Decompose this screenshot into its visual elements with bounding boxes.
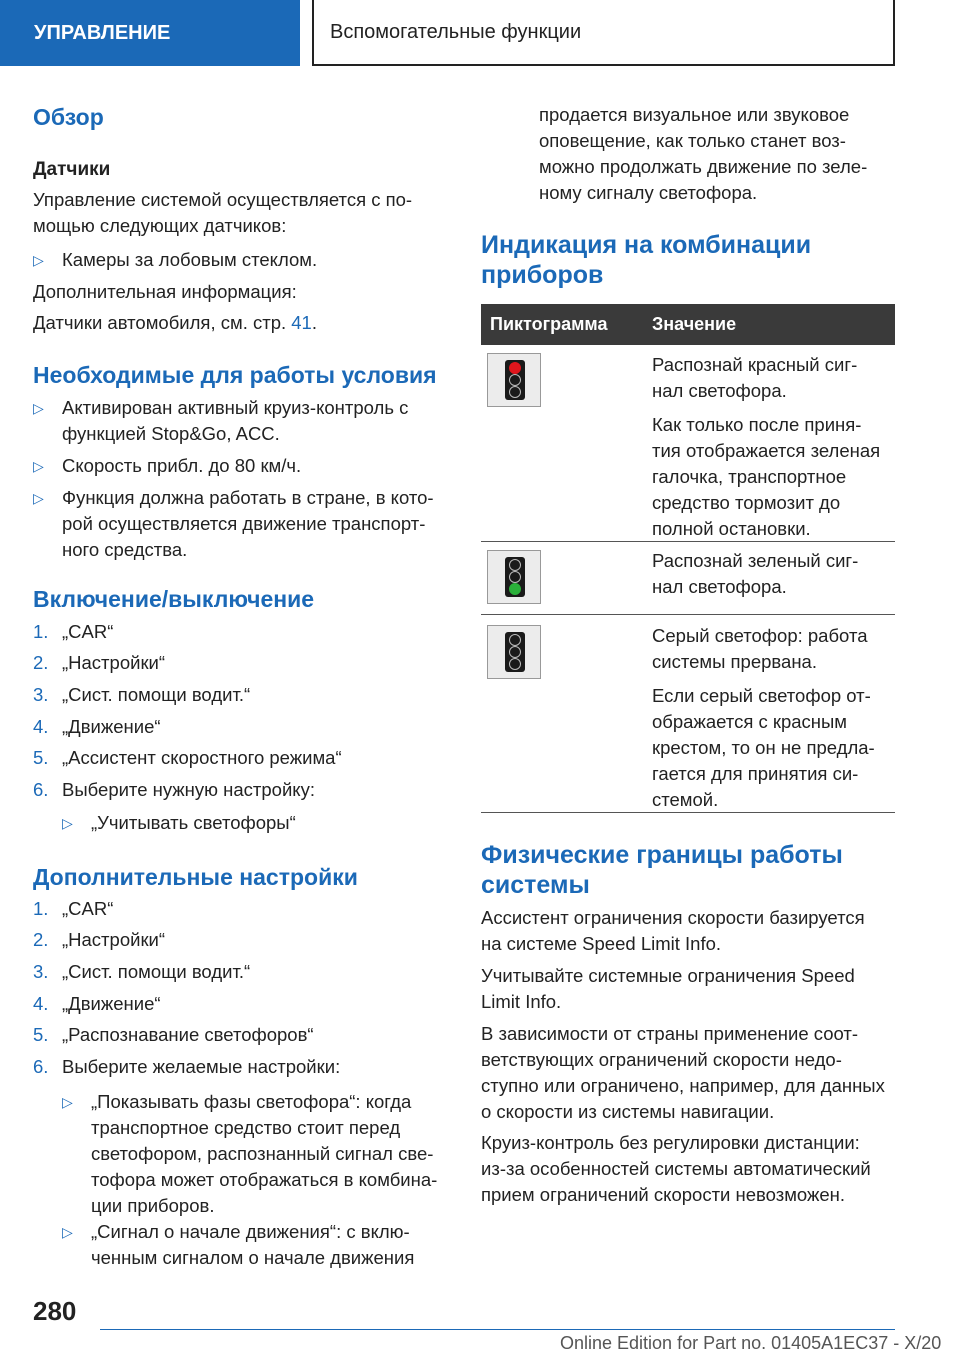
table-cell-meaning: Серый светофор: работа системы прервана. Если серый светофор от- ображается с красным крестом, то он не предла- гается для принятия си- стемой. bbox=[652, 625, 875, 810]
limits-paragraph: Учитывайте системные ограничения Speed Limit Info. bbox=[481, 965, 855, 1012]
list-item: ▷ „Учитывать светофоры“ bbox=[62, 810, 443, 836]
list-item: 5. „Распознавание светофоров“ bbox=[33, 1024, 314, 1045]
section-tab bbox=[0, 0, 300, 66]
traffic-light-red-icon bbox=[487, 353, 541, 407]
list-item: 5. „Ассистент скоростного режима“ bbox=[33, 747, 342, 768]
conditions-heading: Необходимые для работы условия bbox=[33, 362, 437, 388]
edition-note: Online Edition for Part no. 01405A1EC37 - X/20 bbox=[560, 1333, 942, 1353]
top-lamp bbox=[509, 362, 521, 374]
list-item: ▷ „Сигнал о начале движения“: с вклю- ченным сигналом о начале движения bbox=[62, 1221, 415, 1268]
info-label: Дополнительная информация: bbox=[33, 281, 297, 302]
sensors-reference: Датчики автомобиля, см. стр. 41. bbox=[33, 312, 317, 333]
limits-heading: Физические границы работы системы bbox=[481, 841, 843, 899]
top-lamp bbox=[509, 559, 521, 571]
table-row-divider bbox=[481, 812, 895, 813]
middle-lamp bbox=[509, 374, 521, 386]
table-cell-meaning: Распознай зеленый сиг- нал светофора. bbox=[652, 550, 859, 597]
table-row-divider bbox=[481, 541, 895, 542]
list-item: 6. Выберите желаемые настройки: bbox=[33, 1056, 341, 1077]
triangle-bullet-icon: ▷ bbox=[33, 252, 44, 268]
list-item: ▷ Скорость прибл. до 80 км/ч. bbox=[33, 453, 443, 479]
triangle-bullet-icon: ▷ bbox=[62, 815, 73, 831]
column-header-icon: Пиктограмма bbox=[490, 314, 608, 334]
triangle-bullet-icon: ▷ bbox=[62, 1224, 73, 1240]
table-row-divider bbox=[481, 614, 895, 615]
bottom-lamp bbox=[509, 386, 521, 398]
subsection-title: Вспомогательные функции bbox=[330, 20, 582, 43]
table-header bbox=[481, 304, 895, 345]
triangle-bullet-icon: ▷ bbox=[33, 490, 44, 506]
list-item: ▷ Активирован активный круиз-контроль с функцией Stop&Go, ACC. bbox=[33, 397, 409, 444]
list-item: 2. „Настройки“ bbox=[33, 652, 166, 673]
middle-lamp bbox=[509, 571, 521, 583]
bottom-lamp bbox=[509, 658, 521, 670]
section-title: УПРАВЛЕНИЕ bbox=[34, 21, 171, 44]
top-lamp bbox=[509, 634, 521, 646]
more-settings-heading: Дополнительные настройки bbox=[33, 864, 358, 890]
list-item: 6. Выберите нужную настройку: bbox=[33, 779, 315, 800]
list-item: ▷ Камеры за лобовым стеклом. bbox=[33, 247, 443, 273]
footer-divider bbox=[100, 1329, 895, 1330]
triangle-bullet-icon: ▷ bbox=[33, 400, 44, 416]
page-number: 280 bbox=[33, 1296, 77, 1326]
subsection-header bbox=[312, 0, 895, 66]
list-item: 2. „Настройки“ bbox=[33, 929, 166, 950]
traffic-light-green-icon bbox=[487, 550, 541, 604]
triangle-bullet-icon: ▷ bbox=[33, 458, 44, 474]
list-item: ▷ „Показывать фазы светофора“: когда транспортное средство стоит перед светофором, распознанный сигнал све- тофора может отображаться в комбина- ции приборов. bbox=[62, 1091, 438, 1216]
middle-lamp bbox=[509, 646, 521, 658]
list-item: 4. „Движение“ bbox=[33, 993, 161, 1014]
list-item: 3. „Сист. помощи водит.“ bbox=[33, 684, 251, 705]
table-cell-meaning: Распознай красный сиг- нал светофора. Как только после приня- тия отображается зеленая галочка, транспортное средство тормозит до полной остановки. bbox=[652, 354, 881, 539]
limits-paragraph: Круиз-контроль без регулировки дистанции: из-за особенностей системы автоматический прием ограничений скорости невозможен. bbox=[481, 1132, 871, 1205]
sensors-heading: Датчики bbox=[33, 159, 111, 180]
limits-paragraph: Ассистент ограничения скорости базируется на системе Speed Limit Info. bbox=[481, 907, 865, 954]
display-heading: Индикация на комбинации приборов bbox=[481, 231, 812, 289]
sensors-paragraph: Управление системой осуществляется с по- мощью следующих датчиков: bbox=[33, 189, 413, 236]
list-item: 4. „Движение“ bbox=[33, 716, 161, 737]
bottom-lamp bbox=[509, 583, 521, 595]
list-item: ▷ Функция должна работать в стране, в кото- рой осуществляется движение транспорт- ного средства. bbox=[33, 487, 434, 560]
limits-paragraph: В зависимости от страны применение соот- ветствующих ограничений скорости недо- ступно или ограничено, например, для данных о скорости из системы навигации. bbox=[481, 1023, 885, 1122]
list-item: 1. „CAR“ bbox=[33, 621, 114, 642]
traffic-light-gray-icon bbox=[487, 625, 541, 679]
overview-heading: Обзор bbox=[33, 104, 104, 130]
column-header-meaning: Значение bbox=[652, 314, 737, 334]
list-item: 3. „Сист. помощи водит.“ bbox=[33, 961, 251, 982]
onoff-heading: Включение/выключение bbox=[33, 586, 315, 612]
page-link[interactable]: 41 bbox=[291, 312, 312, 333]
triangle-bullet-icon: ▷ bbox=[62, 1094, 73, 1110]
continued-paragraph: продается визуальное или звуковое оповещение, как только станет воз- можно продолжать движение по зеле- ному сигналу светофора. bbox=[539, 104, 868, 203]
list-item: 1. „CAR“ bbox=[33, 898, 114, 919]
